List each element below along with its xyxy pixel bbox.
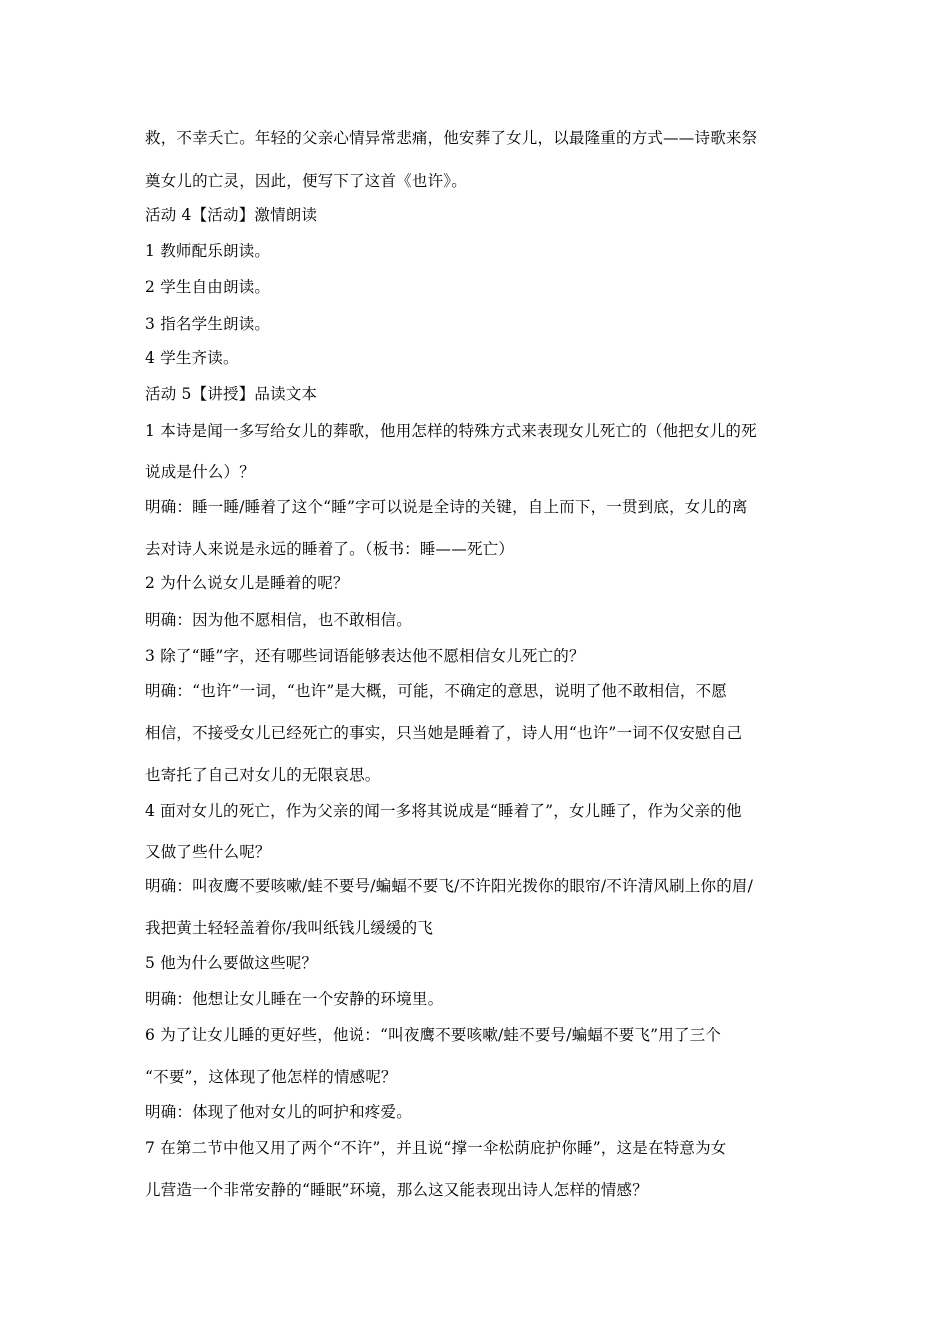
answer-line: 去对诗人来说是永远的睡着了。（板书：睡——死亡） (145, 540, 515, 558)
answer-line: 明确：他想让女儿睡在一个安静的环境里。 (145, 990, 444, 1008)
question-line: 2 为什么说女儿是睡着的呢？ (145, 574, 349, 592)
list-item: 1 教师配乐朗读。 (145, 242, 271, 260)
question-line: 1 本诗是闻一多写给女儿的葬歌，他用怎样的特殊方式来表现女儿死亡的（他把女儿的死 (145, 422, 757, 440)
answer-line: 明确：体现了他对女儿的呵护和疼爱。 (145, 1103, 412, 1121)
question-line: 又做了些什么呢？ (145, 843, 271, 861)
section-heading: 活动 4【活动】激情朗读 (145, 206, 318, 224)
answer-line: 我把黄土轻轻盖着你/我叫纸钱儿缓缓的飞 (145, 919, 434, 937)
answer-line: 明确：叫夜鹰不要咳嗽/蛙不要号/蝙蝠不要飞/不许阳光拨你的眼帘/不许清风刷上你的眉/ (145, 877, 754, 895)
question-line: 6 为了让女儿睡的更好些，他说：“叫夜鹰不要咳嗽/蛙不要号/蝙蝠不要飞”用了三个 (145, 1026, 722, 1044)
answer-line: 明确：“也许”一词，“也许”是大概，可能，不确定的意思，说明了他不敢相信，不愿 (145, 682, 727, 700)
list-item: 2 学生自由朗读。 (145, 278, 271, 296)
question-line: 7 在第二节中他又用了两个“不许”，并且说“撑一伞松荫庇护你睡”，这是在特意为女 (145, 1139, 727, 1157)
answer-line: 也寄托了自己对女儿的无限哀思。 (145, 766, 381, 784)
answer-line: 明确：睡一睡/睡着了这个“睡”字可以说是全诗的关键，自上而下，一贯到底，女儿的离 (145, 498, 748, 516)
question-line: 儿营造一个非常安静的“睡眠”环境，那么这又能表现出诗人怎样的情感？ (145, 1181, 648, 1199)
question-line: 说成是什么）？ (145, 463, 255, 481)
text-line: 奠女儿的亡灵，因此，便写下了这首《也许》。 (145, 172, 467, 190)
question-line: 5 他为什么要做这些呢？ (145, 954, 318, 972)
question-line: 4 面对女儿的死亡，作为父亲的闻一多将其说成是“睡着了”，女儿睡了，作为父亲的他 (145, 802, 742, 820)
list-item: 3 指名学生朗读。 (145, 315, 271, 333)
list-item: 4 学生齐读。 (145, 349, 239, 367)
answer-line: 明确：因为他不愿相信，也不敢相信。 (145, 611, 412, 629)
answer-line: 相信，不接受女儿已经死亡的事实，只当她是睡着了，诗人用“也许”一词不仅安慰自己 (145, 724, 743, 742)
text-line: 救，不幸夭亡。年轻的父亲心情异常悲痛，他安葬了女儿，以最隆重的方式——诗歌来祭 (145, 129, 758, 147)
question-line: 3 除了“睡”字，还有哪些词语能够表达他不愿相信女儿死亡的？ (145, 647, 585, 665)
question-line: “不要”，这体现了他怎样的情感呢？ (145, 1068, 397, 1086)
section-heading: 活动 5【讲授】品读文本 (145, 385, 318, 403)
